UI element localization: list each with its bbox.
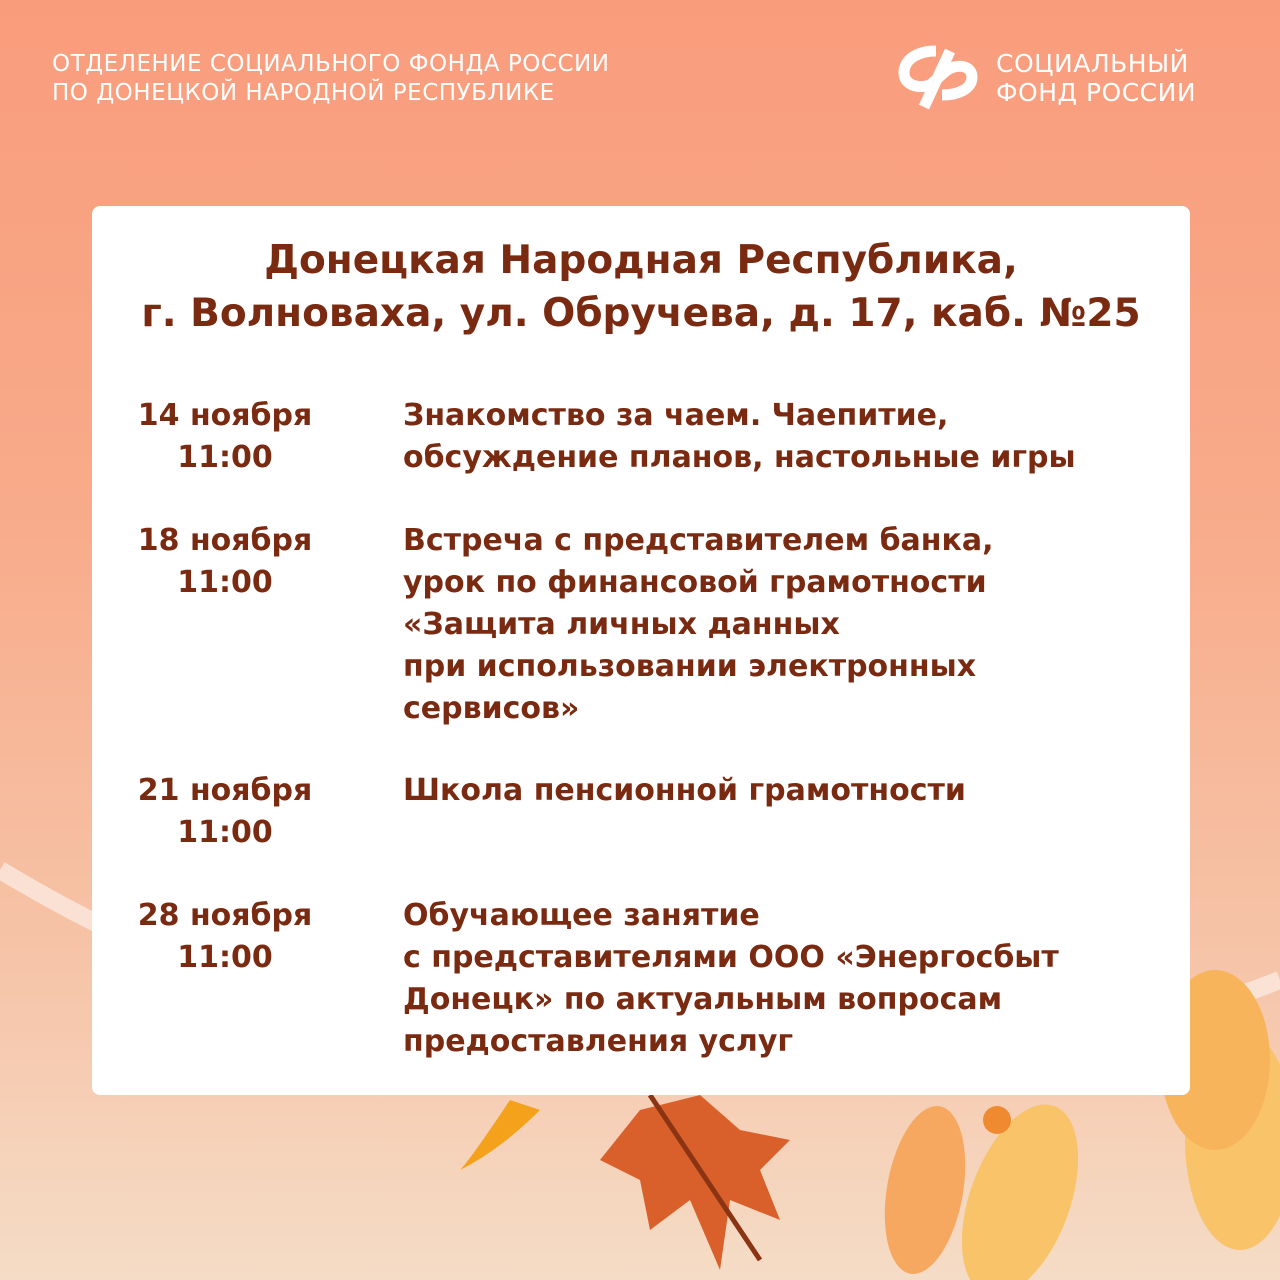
event-line: Обучающее занятие xyxy=(403,898,760,933)
org-line-1: ОТДЕЛЕНИЕ СОЦИАЛЬНОГО ФОНДА РОССИИ xyxy=(52,51,610,77)
event-line: урок по финансовой грамотности xyxy=(403,565,987,600)
event-time: 11:00 xyxy=(177,815,273,850)
organization-name xyxy=(52,50,609,108)
event-line: Знакомство за чаем. Чаепитие, xyxy=(403,398,949,433)
event-line: Школа пенсионной грамотности xyxy=(403,773,966,808)
logo-line-2: ФОНД РОССИИ xyxy=(996,78,1197,107)
event-line: «Защита личных данных xyxy=(403,607,840,642)
sfr-logo-icon xyxy=(898,45,978,111)
event-line: предоставления услуг xyxy=(403,1024,794,1059)
title-line-1: Донецкая Народная Республика, xyxy=(264,238,1018,283)
org-line-2: ПО ДОНЕЦКОЙ НАРОДНОЙ РЕСПУБЛИКЕ xyxy=(52,80,555,106)
event-line: с представителями ООО «Энергосбыт xyxy=(403,940,1059,975)
event-time: 11:00 xyxy=(177,565,273,600)
event-date: 28 ноября xyxy=(137,898,313,933)
address-title xyxy=(92,234,1190,340)
schedule-card xyxy=(92,206,1190,1095)
event-date: 14 ноября xyxy=(137,398,313,433)
social-fund-logo xyxy=(898,45,1196,111)
event-line: обсуждение планов, настольные игры xyxy=(403,440,1076,475)
event-date: 18 ноября xyxy=(137,523,313,558)
event-line: сервисов» xyxy=(403,691,580,726)
event-time: 11:00 xyxy=(177,940,273,975)
event-line: Донецк» по актуальным вопросам xyxy=(403,982,1003,1017)
event-line: при использовании электронных xyxy=(403,649,977,684)
event-line: Встреча с представителем банка, xyxy=(403,523,994,558)
logo-line-1: СОЦИАЛЬНЫЙ xyxy=(996,49,1189,78)
title-line-2: г. Волноваха, ул. Обручева, д. 17, каб. №25 xyxy=(141,291,1141,336)
event-time: 11:00 xyxy=(177,440,273,475)
event-date: 21 ноября xyxy=(137,773,313,808)
